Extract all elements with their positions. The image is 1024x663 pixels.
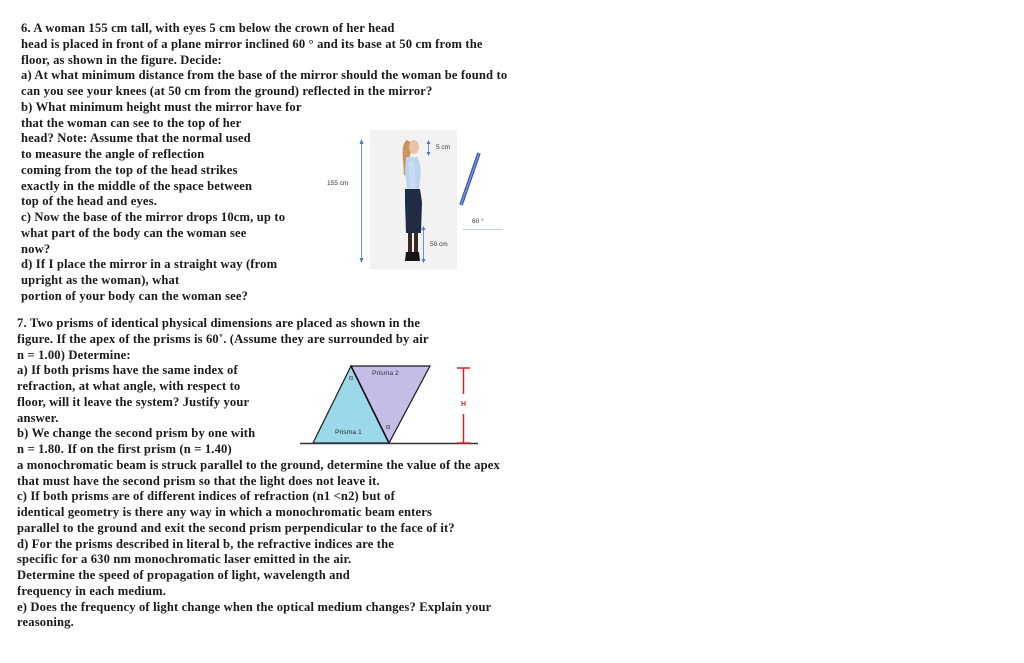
- q7-line: identical geometry is there any way in which a monochromatic beam enters: [17, 505, 433, 519]
- q7-line: c) If both prisms are of different indices of refraction (n1 <n2) but of: [17, 489, 395, 503]
- q7-line: d) For the prisms described in literal b, the refractive indices are the: [17, 537, 395, 551]
- q7-line: n = 1.80. If on the first prism (n = 1.40): [17, 442, 232, 456]
- q7-line: e) Does the frequency of light change when the optical medium changes? Explain your: [17, 600, 492, 614]
- prism-1-label: Prisma 1: [335, 429, 362, 436]
- q6-line: exactly in the middle of the space between: [21, 179, 253, 193]
- q7-line: frequency in each medium.: [17, 584, 167, 598]
- height-h-label: H: [461, 401, 467, 408]
- q7-line: parallel to the ground and exit the second prism perpendicular to the face of it?: [17, 521, 455, 535]
- q7-line: reasoning.: [17, 615, 74, 629]
- q7-line: specific for a 630 nm monochromatic laser emitted in the air.: [17, 552, 352, 566]
- eye-offset-label: 5 cm: [436, 144, 451, 151]
- q7-line: floor, will it leave the system? Justify your: [17, 395, 250, 409]
- height-label: 155 cm: [327, 180, 349, 187]
- q6-line: top of the head and eyes.: [21, 194, 157, 208]
- q6-line: to measure the angle of reflection: [21, 147, 205, 161]
- alpha-bottom-label: α: [386, 424, 391, 431]
- q6-line: what part of the body can the woman see: [21, 226, 247, 240]
- q7-line: n = 1.00) Determine:: [17, 348, 131, 362]
- prism-2-label: Prisma 2: [372, 370, 399, 377]
- q7-line: b) We change the second prism by one with: [17, 426, 256, 440]
- q6-line: d) If I place the mirror in a straight way (from: [21, 257, 278, 271]
- alpha-top-label: α: [349, 375, 354, 382]
- q6-line: that the woman can see to the top of her: [21, 116, 242, 130]
- q7-line: 7. Two prisms of identical physical dimensions are placed as shown in the: [17, 316, 421, 330]
- q6-line: c) Now the base of the mirror drops 10cm, up to: [21, 210, 286, 224]
- q6-line: upright as the woman), what: [21, 273, 180, 287]
- q6-line: portion of your body can the woman see?: [21, 289, 249, 303]
- q7-line: that must have the second prism so that the light does not leave it.: [17, 474, 380, 488]
- q7-line: figure. If the apex of the prisms is 60˚. (Assume they are surrounded by air: [17, 332, 429, 346]
- q6-line: head is placed in front of a plane mirror inclined 60 ° and its base at 50 cm from the: [21, 37, 483, 51]
- q7-line: refraction, at what angle, with respect to: [17, 379, 241, 393]
- q6-line: now?: [21, 242, 51, 256]
- q6-line: head? Note: Assume that the normal used: [21, 131, 251, 145]
- q6-line: a) At what minimum distance from the base of the mirror should the woman be found to: [21, 68, 508, 82]
- q6-line: b) What minimum height must the mirror have for: [21, 100, 302, 114]
- q7-line: a monochromatic beam is struck parallel to the ground, determine the value of the apex: [17, 458, 500, 472]
- knee-height-label: 50 cm: [430, 241, 448, 248]
- q6-line: coming from the top of the head strikes: [21, 163, 238, 177]
- q7-line: a) If both prisms have the same index of: [17, 363, 238, 377]
- q6-line: can you see your knees (at 50 cm from the ground) reflected in the mirror?: [21, 84, 433, 98]
- q6-line: 6. A woman 155 cm tall, with eyes 5 cm below the crown of her head: [21, 21, 395, 35]
- q7-line: Determine the speed of propagation of light, wavelength and: [17, 568, 350, 582]
- q6-line: floor, as shown in the figure. Decide:: [21, 53, 222, 67]
- angle-label: 60 °: [472, 218, 484, 225]
- q7-line: answer.: [17, 411, 59, 425]
